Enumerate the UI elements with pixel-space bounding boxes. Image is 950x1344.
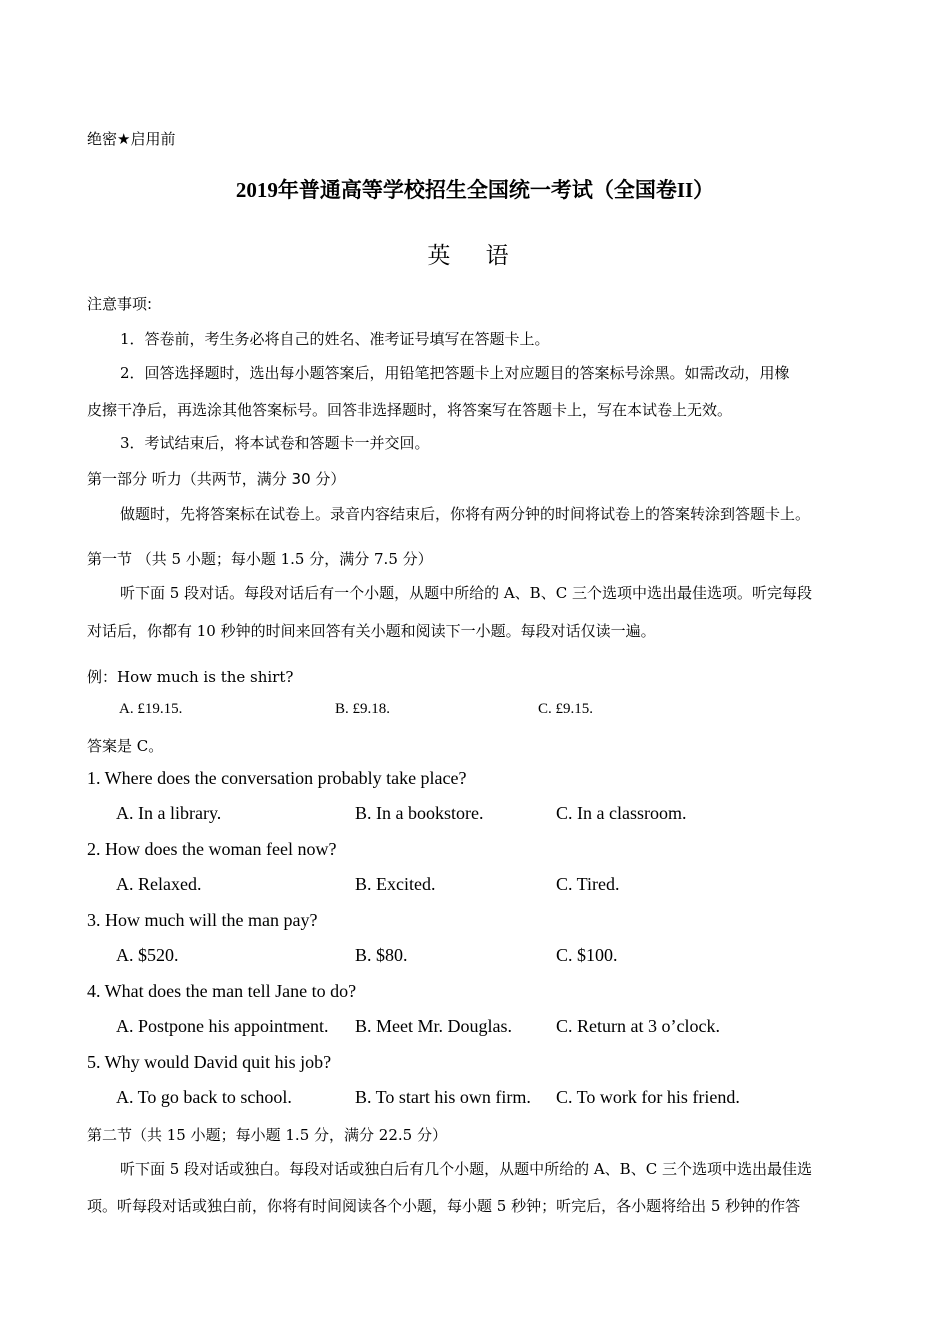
section-instruction: 听下面 5 段对话。每段对话后有一个小题，从题中所给的 A、B、C 三个选项中选出最佳选项。听完每段 bbox=[120, 584, 812, 602]
question-text: 2. How does the woman feel now? bbox=[87, 839, 337, 859]
answer-option: B. Meet Mr. Douglas. bbox=[355, 1016, 512, 1036]
example-option: C. £9.15. bbox=[538, 701, 594, 717]
answer-option: B. In a bookstore. bbox=[355, 803, 484, 823]
question-text: 3. How much will the man pay? bbox=[87, 910, 318, 930]
answer-option: C. In a classroom. bbox=[556, 803, 687, 823]
answer-option: B. $80. bbox=[355, 945, 408, 965]
answer-option: A. To go back to school. bbox=[116, 1087, 292, 1107]
answer-option: B. To start his own firm. bbox=[355, 1087, 531, 1107]
notice-item: 1．答卷前，考生务必将自己的姓名、准考证号填写在答题卡上。 bbox=[120, 330, 550, 348]
answer-option: C. $100. bbox=[556, 945, 618, 965]
question-text: 1. Where does the conversation probably take place? bbox=[87, 768, 467, 788]
section-instruction: 项。听每段对话或独白前，你将有时间阅读各个小题，每小题 5 秒钟；听完后，各小题将给出 5 秒钟的作答 bbox=[87, 1197, 801, 1215]
answer-option: B. Excited. bbox=[355, 874, 436, 894]
question-text: 4. What does the man tell Jane to do? bbox=[87, 981, 357, 1001]
section-heading: 第一节 （共 5 小题；每小题 1.5 分，满分 7.5 分） bbox=[87, 550, 433, 568]
subject-title: 英 语 bbox=[427, 243, 523, 269]
example-option: B. £9.18. bbox=[335, 701, 391, 717]
example-answer: 答案是 C。 bbox=[87, 737, 164, 755]
part-instruction: 做题时，先将答案标在试卷上。录音内容结束后，你将有两分钟的时间将试卷上的答案转涂到答题卡上。 bbox=[120, 505, 811, 523]
answer-option: C. Return at 3 o’clock. bbox=[556, 1016, 720, 1036]
exam-title: 2019年普通高等学校招生全国统一考试（全国卷II） bbox=[235, 178, 715, 202]
answer-option: C. To work for his friend. bbox=[556, 1087, 740, 1107]
answer-option: A. Relaxed. bbox=[116, 874, 202, 894]
confidential-mark: 绝密★启用前 bbox=[87, 130, 176, 148]
answer-option: A. Postpone his appointment. bbox=[116, 1016, 329, 1036]
notice-item: 3．考试结束后，将本试卷和答题卡一并交回。 bbox=[120, 434, 430, 452]
section-heading: 第二节（共 15 小题；每小题 1.5 分，满分 22.5 分） bbox=[87, 1126, 447, 1144]
notice-heading: 注意事项: bbox=[87, 295, 153, 313]
answer-option: C. Tired. bbox=[556, 874, 620, 894]
example-option: A. £19.15. bbox=[119, 701, 183, 717]
part-heading: 第一部分 听力（共两节，满分 30 分） bbox=[87, 470, 346, 488]
notice-item: 皮擦干净后，再选涂其他答案标号。回答非选择题时，将答案写在答题卡上，写在本试卷上无效。 bbox=[87, 401, 733, 419]
answer-option: A. $520. bbox=[116, 945, 179, 965]
section-instruction: 对话后，你都有 10 秒钟的时间来回答有关小题和阅读下一小题。每段对话仅读一遍。 bbox=[87, 622, 656, 640]
question-text: 5. Why would David quit his job? bbox=[87, 1052, 332, 1072]
example-question: 例：How much is the shirt? bbox=[87, 668, 294, 686]
answer-option: A. In a library. bbox=[116, 803, 222, 823]
notice-item: 2．回答选择题时，选出每小题答案后，用铅笔把答题卡上对应题目的答案标号涂黑。如需改动，用橡 bbox=[120, 364, 790, 382]
section-instruction: 听下面 5 段对话或独白。每段对话或独白后有几个小题，从题中所给的 A、B、C 三个选项中选出最佳选 bbox=[120, 1160, 812, 1178]
